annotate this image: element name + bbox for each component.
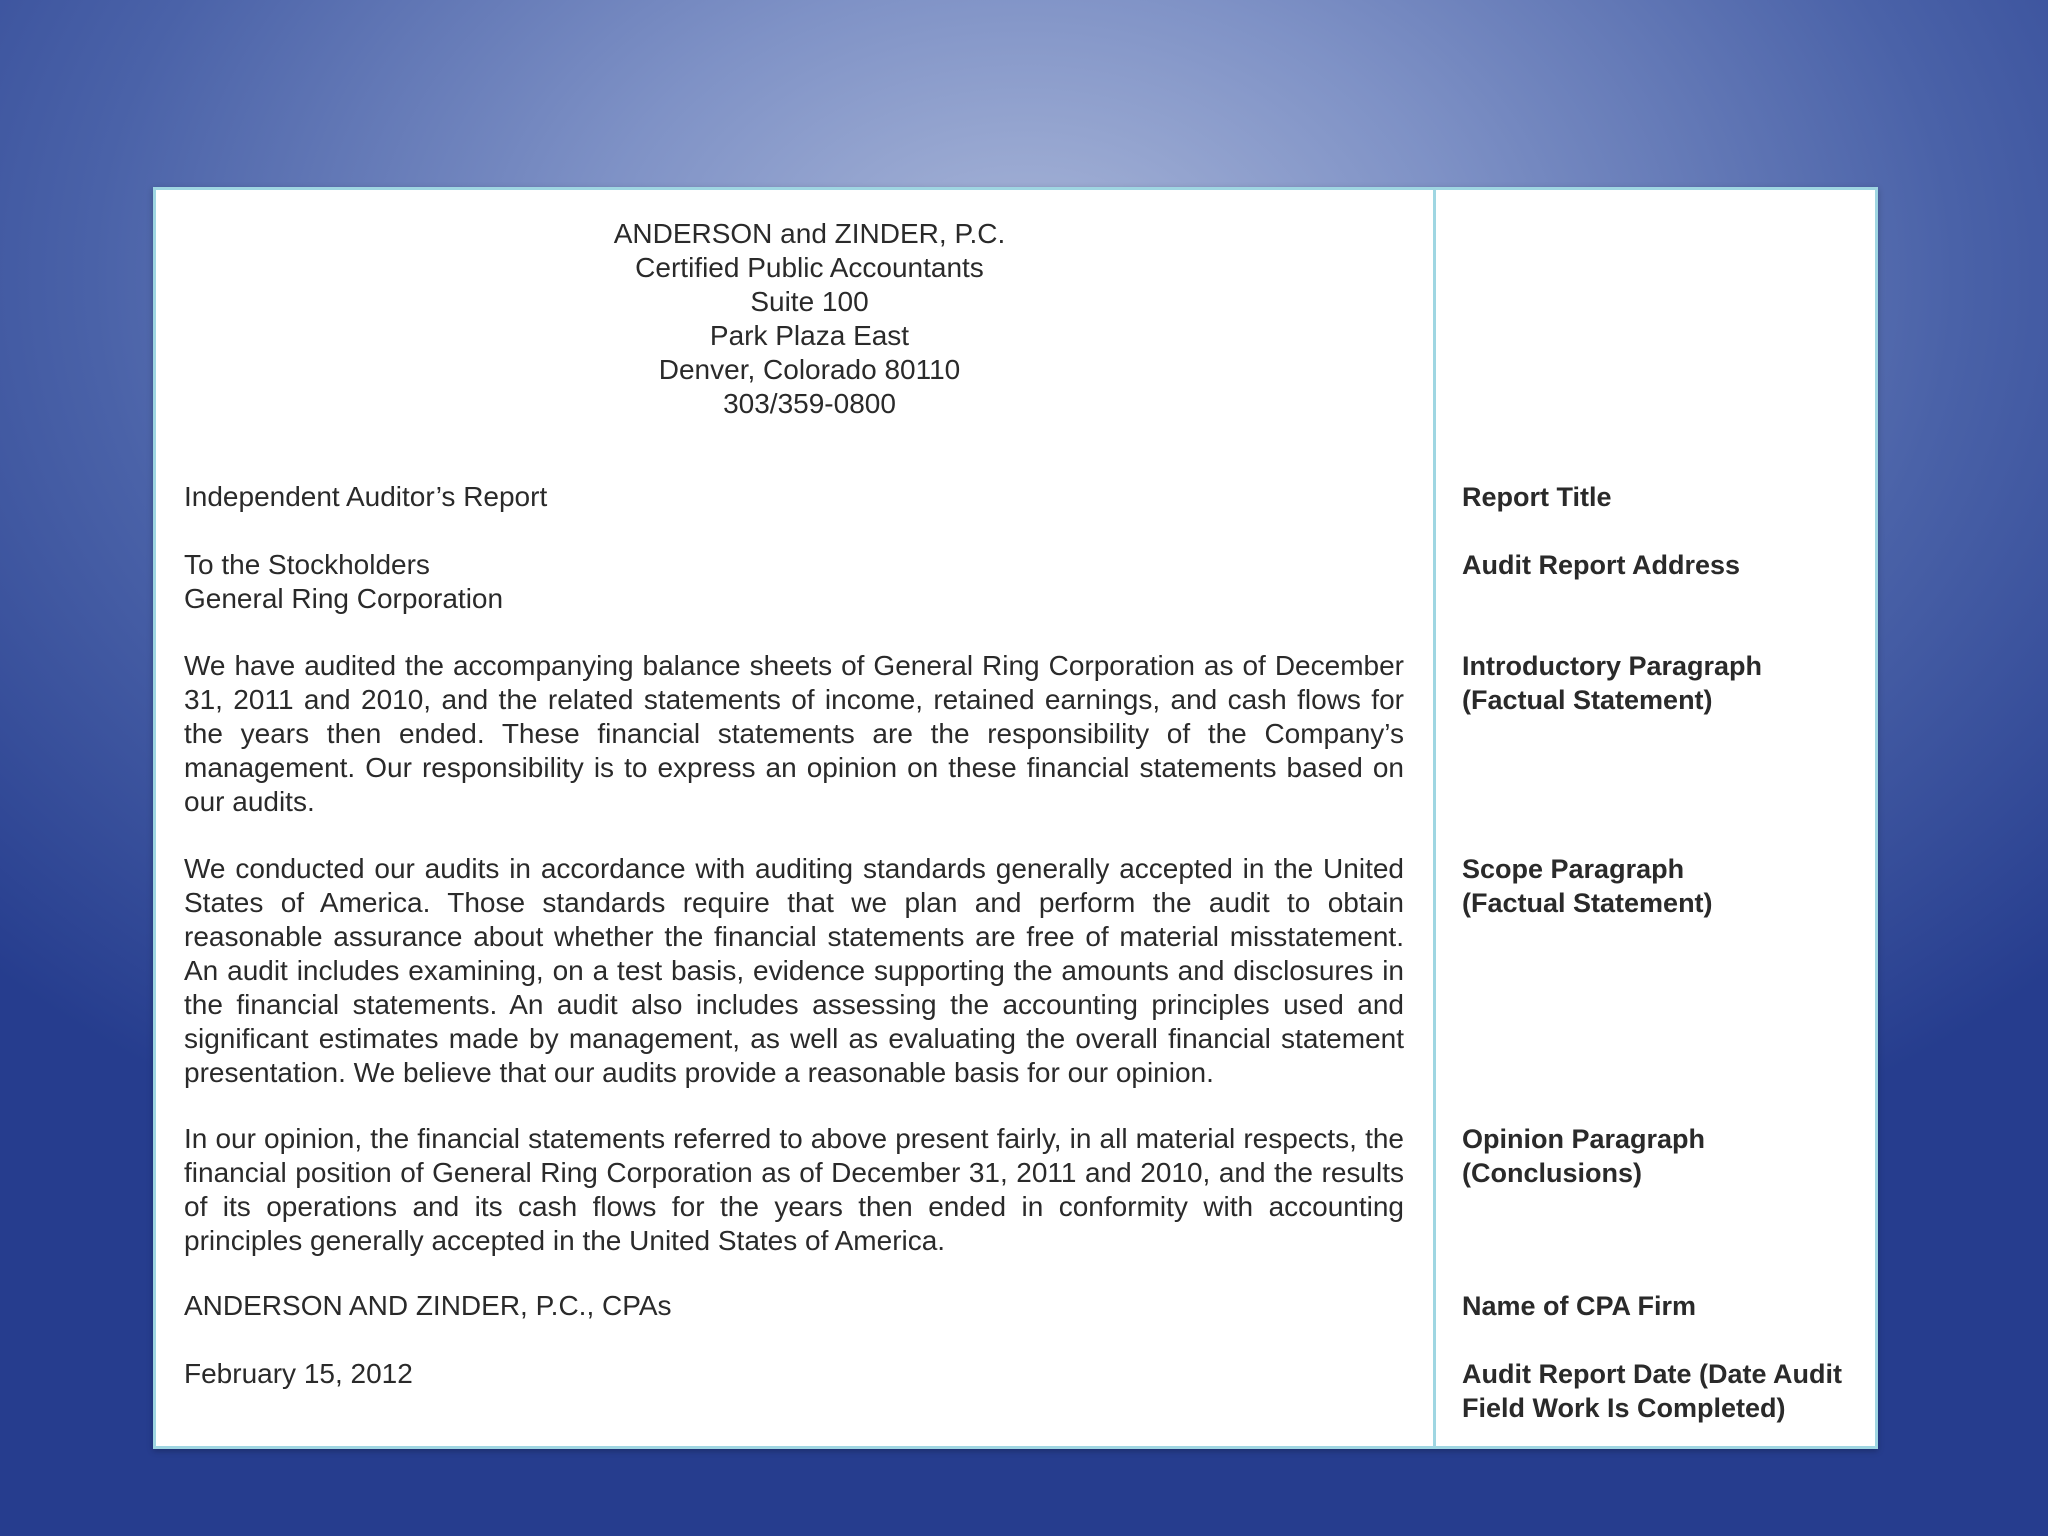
firm-phone: 303/359-0800 [723, 388, 896, 419]
label-date-line-1: Audit Report Date (Date Audit [1462, 1359, 1842, 1389]
letterhead [156, 217, 1433, 421]
report-address [184, 548, 1404, 616]
audit-report-document [153, 187, 1878, 1449]
signature: ANDERSON AND ZINDER, P.C., CPAs [184, 1290, 672, 1321]
label-scope [1462, 852, 1872, 920]
label-report-date [1462, 1357, 1872, 1425]
firm-title: Certified Public Accountants [635, 252, 984, 283]
report-title: Independent Auditor’s Report [184, 481, 548, 512]
address-line-2: General Ring Corporation [184, 583, 504, 614]
label-opinion [1462, 1122, 1872, 1190]
address-line-1: To the Stockholders [184, 549, 430, 580]
firm-suite: Suite 100 [750, 286, 869, 317]
introductory-paragraph: We have audited the accompanying balance sheets of General Ring Corporation as of December 31, 2011 and 2010, and the related statements of income, retained earnings, and cash flows for the years then ended. These financial statements are the responsibility of the Company’s management. Our responsibility is to express an opinion on these financial statements based on our audits. [184, 650, 1404, 817]
label-firm-name [1462, 1289, 1872, 1323]
scope-paragraph: We conducted our audits in accordance with auditing standards generally accepted in the United States of America. Those standards require that we plan and perform the audit to obtain reasonable assurance about whether the financial statements are free of material misstatement. An audit includes examining, on a test basis, evidence supporting the amounts and disclosures in the financial statements. An audit also includes assessing the accounting principles used and significant estimates made by management, as well as evaluating the overall financial statement presentation. We believe that our audits provide a reasonable basis for our opinion. [184, 853, 1404, 1088]
label-introductory [1462, 649, 1872, 717]
label-firm-name-text: Name of CPA Firm [1462, 1291, 1697, 1321]
opinion-paragraph: In our opinion, the financial statements referred to above present fairly, in all material respects, the financial position of General Ring Corporation as of December 31, 2011 and 2010, and the results of its operations and its cash flows for the years then ended in conformity with accounting principles generally accepted in the United States of America. [184, 1123, 1404, 1256]
label-intro-line-1: Introductory Paragraph [1462, 651, 1763, 681]
label-scope-line-2: (Factual Statement) [1462, 888, 1713, 918]
label-address [1462, 548, 1872, 582]
report-date: February 15, 2012 [184, 1358, 413, 1389]
label-opinion-line-1: Opinion Paragraph [1462, 1124, 1706, 1154]
label-intro-line-2: (Factual Statement) [1462, 685, 1713, 715]
label-scope-line-1: Scope Paragraph [1462, 854, 1685, 884]
column-divider [1433, 190, 1436, 1446]
label-opinion-line-2: (Conclusions) [1462, 1158, 1642, 1188]
label-address-text: Audit Report Address [1462, 550, 1741, 580]
firm-street: Park Plaza East [709, 320, 910, 351]
label-report-title [1462, 480, 1872, 514]
firm-name: ANDERSON and ZINDER, P.C. [613, 218, 1006, 249]
firm-city: Denver, Colorado 80110 [658, 354, 961, 385]
label-date-line-2: Field Work Is Completed) [1462, 1393, 1786, 1423]
label-report-title-text: Report Title [1462, 482, 1612, 512]
